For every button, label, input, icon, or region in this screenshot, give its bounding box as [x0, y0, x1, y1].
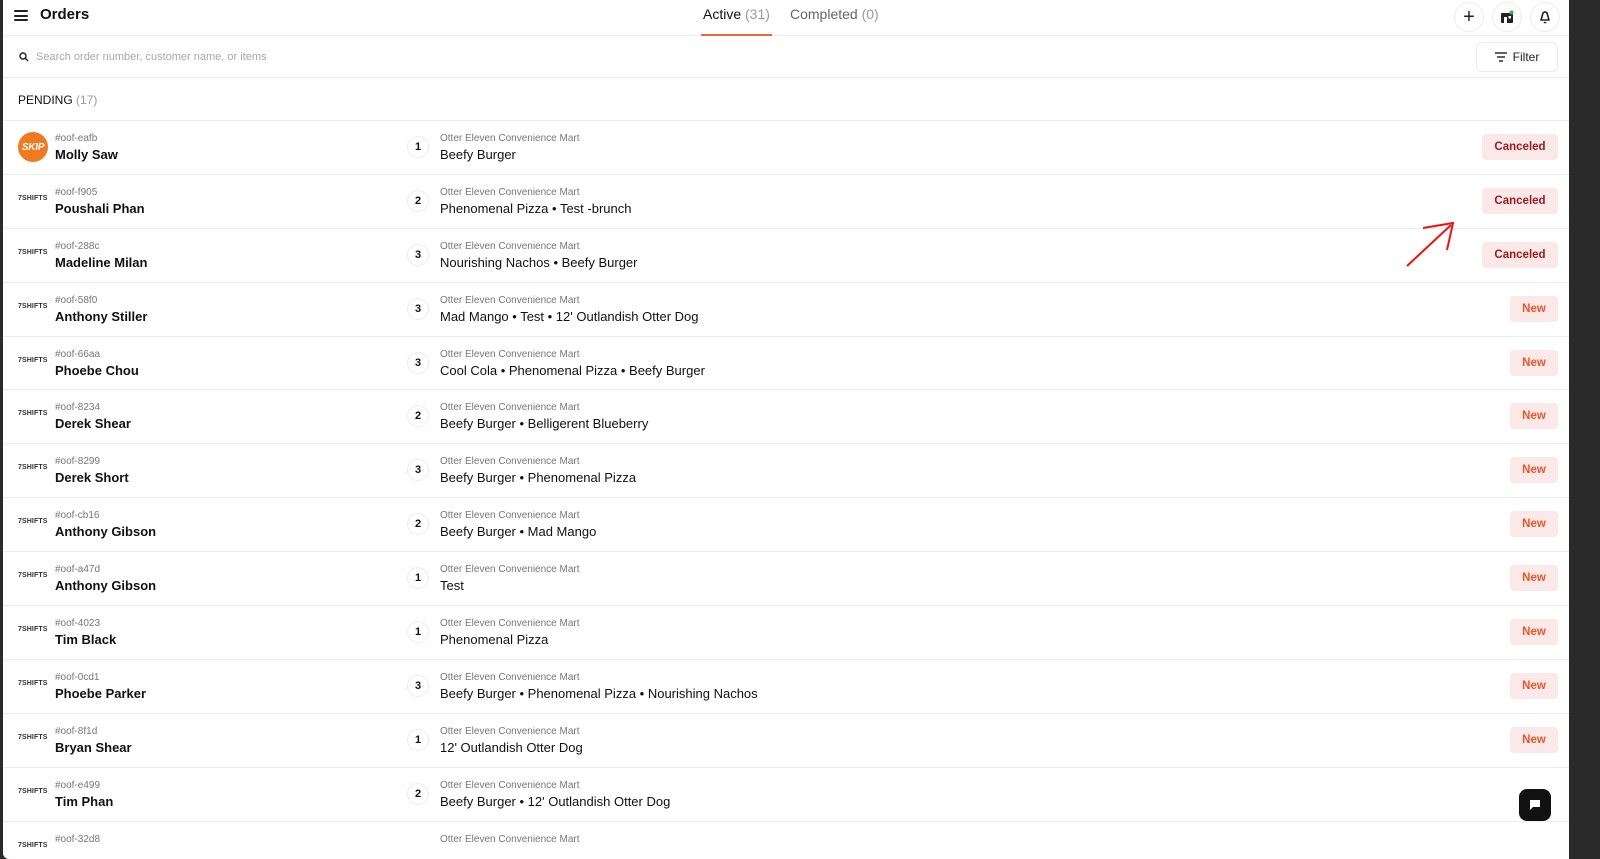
store-icon[interactable] [1492, 2, 1522, 32]
item-count-badge: 3 [407, 298, 429, 320]
order-row[interactable] [3, 498, 1569, 552]
filter-icon [1495, 52, 1507, 62]
logo-text: 7SHIFTS [18, 194, 48, 202]
item-count-badge: 3 [407, 244, 429, 266]
order-row[interactable] [3, 337, 1569, 391]
item-count-badge: 1 [407, 729, 429, 751]
order-items: Mad Mango • Test • 12' Outlandish Otter Dog [440, 308, 699, 324]
tab-completed[interactable] [790, 6, 879, 36]
order-number: #oof-8234 [55, 402, 101, 414]
order-number: #oof-8299 [55, 456, 101, 468]
store-name: Otter Eleven Convenience Mart [440, 671, 580, 683]
logo-text: 7SHIFTS [18, 626, 48, 634]
7shifts-logo-icon [18, 303, 48, 333]
order-number: #oof-288c [55, 240, 100, 252]
order-number: #oof-eafb [55, 133, 98, 144]
search-icon [19, 52, 29, 62]
section-header-pending [18, 93, 97, 107]
item-count-badge: 1 [407, 567, 429, 589]
customer-name: Anthony Gibson [55, 578, 157, 594]
order-items: Beefy Burger [440, 147, 516, 162]
logo-text: 7SHIFTS [18, 572, 48, 580]
logo-text: 7SHIFTS [18, 679, 48, 687]
hamburger-menu-icon[interactable] [13, 8, 31, 24]
tab-completed-count: (0) [861, 6, 879, 22]
order-row[interactable] [3, 822, 1569, 859]
tab-active-count: (31) [745, 6, 770, 22]
customer-name: Anthony Gibson [55, 524, 157, 540]
tab-active-label: Active [703, 6, 742, 22]
7shifts-logo-icon [18, 680, 48, 710]
order-items: Phenomenal Pizza • Test -brunch [440, 200, 632, 216]
store-name: Otter Eleven Convenience Mart [440, 186, 580, 198]
chat-button[interactable] [1519, 789, 1551, 821]
7shifts-logo-icon [18, 626, 48, 656]
status-badge[interactable]: Canceled [1482, 188, 1558, 214]
section-label: PENDING [18, 93, 73, 107]
7shifts-logo-icon [18, 518, 48, 548]
order-number: #oof-66aa [55, 348, 101, 360]
logo-text: 7SHIFTS [18, 787, 48, 795]
logo-text: 7SHIFTS [18, 410, 48, 418]
customer-name: Molly Saw [55, 147, 118, 162]
item-count-badge: 3 [407, 675, 429, 697]
customer-name: Anthony Stiller [55, 308, 148, 324]
7shifts-logo-icon [18, 249, 48, 279]
tab-active[interactable] [701, 6, 772, 36]
order-number: #oof-8f1d [55, 725, 98, 737]
store-name: Otter Eleven Convenience Mart [440, 779, 580, 791]
customer-name: Tim Phan [55, 793, 114, 809]
order-number: #oof-4023 [55, 618, 101, 630]
filter-label: Filter [1512, 50, 1540, 64]
status-badge[interactable]: New [1510, 619, 1558, 645]
logo-text: 7SHIFTS [18, 733, 48, 741]
store-name: Otter Eleven Convenience Mart [440, 833, 580, 845]
status-badge[interactable]: New [1510, 511, 1558, 537]
customer-name: Bryan Shear [55, 739, 132, 755]
skip-logo-icon: SKIP [18, 132, 48, 162]
order-row[interactable] [3, 283, 1569, 337]
order-row[interactable] [3, 606, 1569, 660]
order-number: #oof-f905 [55, 186, 98, 198]
order-number: #oof-e499 [55, 779, 101, 791]
order-items: 12' Outlandish Otter Dog [440, 739, 583, 755]
search-input[interactable] [36, 48, 836, 66]
logo-text: 7SHIFTS [18, 464, 48, 472]
store-name: Otter Eleven Convenience Mart [440, 456, 580, 468]
status-badge[interactable]: New [1510, 673, 1558, 699]
filter-button[interactable] [1476, 42, 1558, 72]
order-items: Phenomenal Pizza [440, 632, 549, 648]
logo-text: 7SHIFTS [18, 518, 48, 526]
customer-name: Derek Short [55, 470, 129, 486]
order-row[interactable] [3, 768, 1569, 822]
order-number: #oof-0cd1 [55, 671, 100, 683]
status-badge[interactable]: Canceled [1482, 242, 1558, 268]
order-items: Beefy Burger • 12' Outlandish Otter Dog [440, 793, 671, 809]
order-items: Nourishing Nachos • Beefy Burger [440, 254, 638, 270]
store-name: Otter Eleven Convenience Mart [440, 133, 580, 144]
logo-text: 7SHIFTS [18, 248, 48, 256]
item-count-badge: 2 [407, 405, 429, 427]
tab-completed-label: Completed [790, 6, 858, 22]
page-title: Orders [40, 6, 90, 23]
item-count-badge: 1 [407, 136, 429, 158]
orders-app [3, 0, 1569, 859]
orders-list [3, 121, 1569, 859]
order-number: #oof-cb16 [55, 510, 100, 522]
status-badge[interactable]: New [1510, 727, 1558, 753]
store-name: Otter Eleven Convenience Mart [440, 240, 580, 252]
item-count-badge: 2 [407, 783, 429, 805]
store-name: Otter Eleven Convenience Mart [440, 618, 580, 630]
order-row[interactable] [3, 444, 1569, 498]
order-row[interactable] [3, 552, 1569, 606]
logo-text: 7SHIFTS [18, 302, 48, 310]
store-name: Otter Eleven Convenience Mart [440, 564, 580, 576]
status-badge[interactable]: New [1510, 296, 1558, 322]
store-name: Otter Eleven Convenience Mart [440, 402, 580, 414]
order-row[interactable] [3, 660, 1569, 714]
store-name: Otter Eleven Convenience Mart [440, 725, 580, 737]
store-name: Otter Eleven Convenience Mart [440, 294, 580, 306]
store-name: Otter Eleven Convenience Mart [440, 348, 580, 360]
order-number: #oof-32d8 [55, 833, 101, 845]
7shifts-logo-icon [18, 410, 48, 440]
customer-name: Madeline Milan [55, 254, 148, 270]
status-badge[interactable]: New [1510, 403, 1558, 429]
7shifts-logo-icon [18, 464, 48, 494]
customer-name: Poushali Phan [55, 200, 145, 216]
logo-text: 7SHIFTS [18, 356, 48, 364]
order-items: Beefy Burger • Belligerent Blueberry [440, 416, 649, 432]
order-row[interactable] [3, 175, 1569, 229]
7shifts-logo-icon [18, 734, 48, 764]
bell-icon[interactable] [1530, 2, 1560, 32]
order-items: Beefy Burger • Mad Mango [440, 524, 597, 540]
status-badge[interactable]: New [1510, 565, 1558, 591]
search-bar [3, 36, 1569, 78]
logo-text: 7SHIFTS [18, 841, 48, 849]
status-badge[interactable]: New [1510, 457, 1558, 483]
order-items: Cool Cola • Phenomenal Pizza • Beefy Burger [440, 362, 705, 378]
status-badge[interactable]: Canceled [1482, 134, 1558, 160]
chat-icon [1529, 799, 1541, 811]
order-items: Beefy Burger • Phenomenal Pizza [440, 470, 637, 486]
order-items: Test [440, 578, 464, 594]
item-count-badge: 1 [407, 621, 429, 643]
customer-name: Tim Black [55, 632, 117, 648]
order-number: #oof-58f0 [55, 294, 98, 306]
customer-name: Derek Shear [55, 416, 131, 432]
7shifts-logo-icon [18, 788, 48, 818]
store-name: Otter Eleven Convenience Mart [440, 510, 580, 522]
status-badge[interactable]: New [1510, 350, 1558, 376]
order-row[interactable] [3, 714, 1569, 768]
item-count-badge: 2 [407, 513, 429, 535]
7shifts-logo-icon [18, 357, 48, 387]
top-header [3, 0, 1569, 36]
customer-name: Phoebe Parker [55, 685, 147, 701]
section-count: (17) [76, 93, 98, 107]
item-count-badge: 3 [407, 459, 429, 481]
order-row[interactable] [3, 121, 1569, 175]
customer-name: Phoebe Chou [55, 362, 139, 378]
order-row[interactable] [3, 390, 1569, 444]
item-count-badge: 2 [407, 190, 429, 212]
item-count-badge: 3 [407, 352, 429, 374]
7shifts-logo-icon [18, 572, 48, 602]
order-items: Beefy Burger • Phenomenal Pizza • Nourishing Nachos [440, 685, 758, 701]
order-number: #oof-a47d [55, 564, 101, 576]
order-row[interactable] [3, 229, 1569, 283]
plus-icon[interactable]: + [1454, 2, 1484, 32]
7shifts-logo-icon [18, 195, 48, 225]
7shifts-logo-icon [18, 842, 48, 859]
